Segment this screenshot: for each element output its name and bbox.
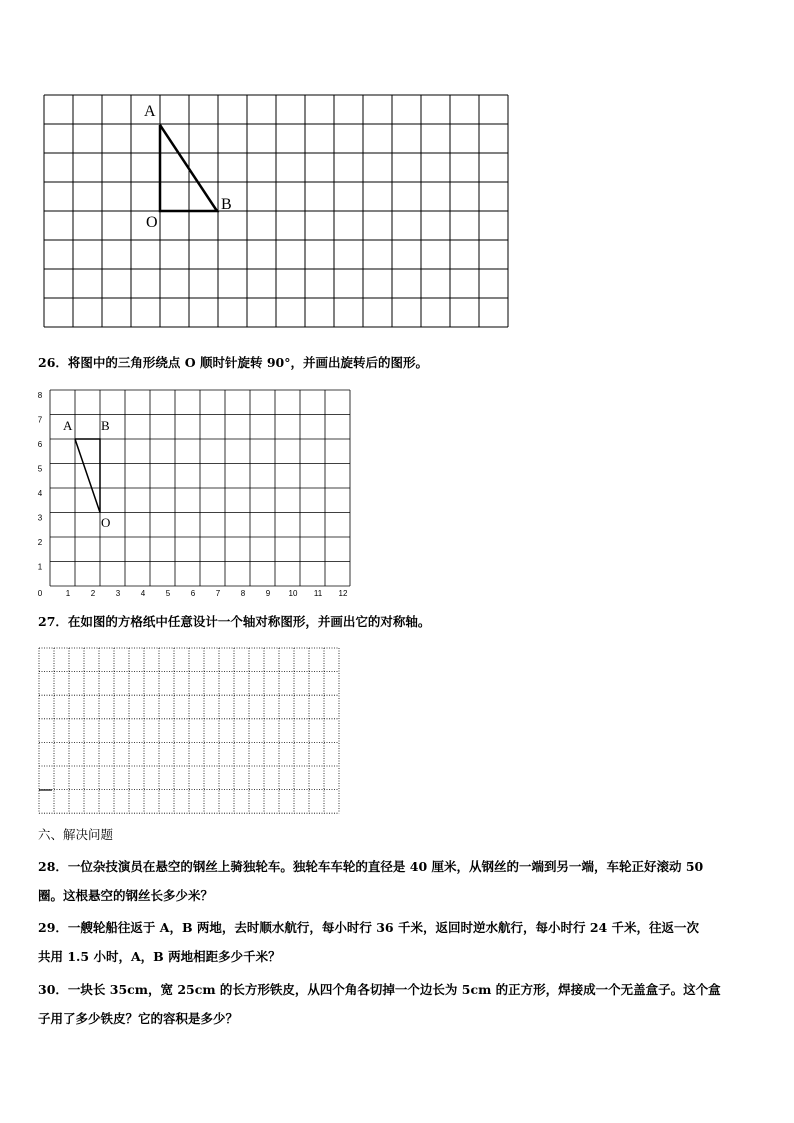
figure2-x-tick-label: 11 xyxy=(313,589,323,598)
figure2-y-tick-label: 4 xyxy=(37,489,43,498)
question-28-line-1: 28．一位杂技演员在悬空的钢丝上骑独轮车。独轮车车轮的直径是 40 厘米，从钢丝的一端到另一端，车轮正好滚动 50 xyxy=(38,859,704,874)
question-29-line-1: 29．一艘轮船往返于 A，B 两地，去时顺水航行，每小时行 36 千米，返回时逆水航行，每小时行 24 千米，往返一次 xyxy=(38,920,700,935)
figure2-y-tick-label: 3 xyxy=(37,513,43,523)
figure1-label-o: O xyxy=(146,214,158,231)
section-6-title xyxy=(38,825,113,845)
figure1-label-a: A xyxy=(144,103,156,120)
question-30-line-2: 子用了多少铁皮？它的容积是多少？ xyxy=(38,1011,239,1026)
figure2-y-tick-label: 7 xyxy=(37,415,43,425)
question-27-text: 27．在如图的方格纸中任意设计一个轴对称图形，并画出它的对称轴。 xyxy=(38,614,431,629)
figure2-x-tick-label: 9 xyxy=(265,589,271,598)
figure2-y-tick-label: 6 xyxy=(37,440,43,449)
figure2-x-tick-label: 12 xyxy=(338,589,348,598)
figure1-label-b: B xyxy=(221,196,232,213)
figure2-x-tick-label: 8 xyxy=(240,589,246,598)
figure2-x-tick-label: 3 xyxy=(115,589,121,598)
question-26-text: 26．将图中的三角形绕点 O 顺时针旋转 90°，并画出旋转后的图形。 xyxy=(38,355,428,370)
figure2-x-tick-label: 4 xyxy=(140,589,146,598)
question-30-line-1: 30．一块长 35cm，宽 25cm 的长方形铁皮，从四个角各切掉一个边长为 5cm 的正方形，焊接成一个无盖盒子。这个盒 xyxy=(38,982,721,997)
figure2-x-tick-label: 0 xyxy=(37,589,43,598)
figure2-x-tick-label: 5 xyxy=(165,589,171,598)
question-28-line-2: 圈。这根悬空的钢丝长多少米？ xyxy=(38,888,214,903)
question-30 xyxy=(38,975,721,1033)
figure2-x-tick-label: 2 xyxy=(90,589,96,598)
figure2-y-tick-label: 5 xyxy=(37,464,43,474)
figure2-label-o: O xyxy=(101,515,111,530)
question-29 xyxy=(38,913,699,971)
section-6-title-text: 六、解决问题 xyxy=(38,827,114,842)
question-29-line-2: 共用 1.5 小时，A，B 两地相距多少千米？ xyxy=(38,949,281,964)
figure2-x-tick-label: 10 xyxy=(288,589,298,598)
figure2-x-tick-label: 6 xyxy=(190,589,196,598)
figure2-x-tick-label: 1 xyxy=(65,589,71,598)
question-28 xyxy=(38,852,703,910)
figure2-label-b: B xyxy=(101,418,110,433)
figure2-x-tick-label: 7 xyxy=(215,589,221,598)
figure2-label-a: A xyxy=(63,418,73,433)
figure2-y-tick-label: 2 xyxy=(37,538,43,547)
figure2-y-tick-label: 8 xyxy=(37,391,43,400)
figure2-y-tick-label: 1 xyxy=(37,562,43,572)
